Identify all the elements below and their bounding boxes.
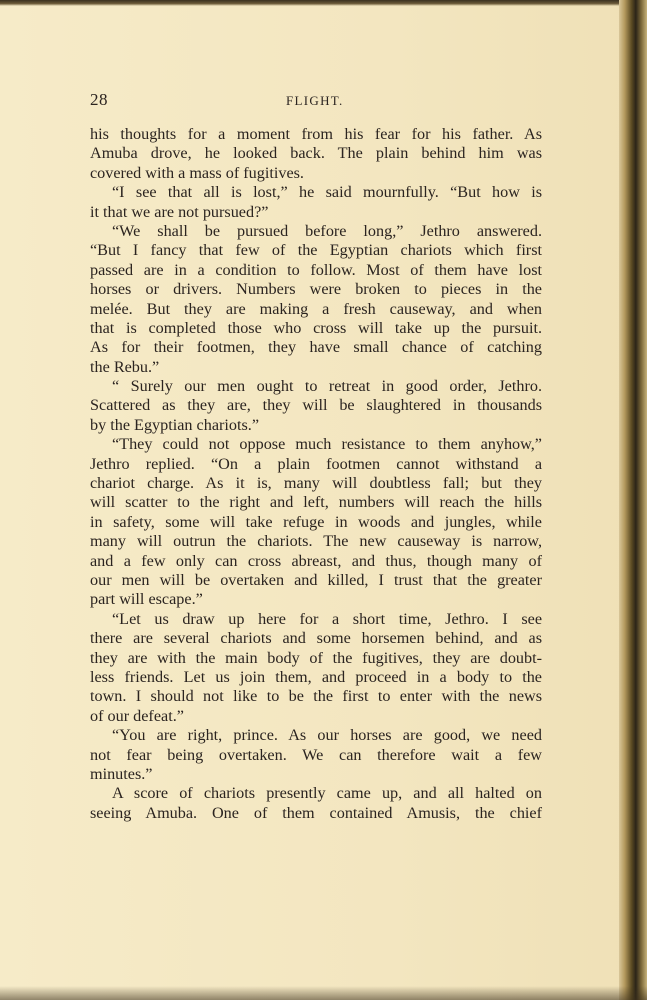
text-line: less friends. Let us join them, and proceed in a body to the: [90, 667, 542, 686]
text-line: in safety, some will take refuge in woods and jungles, while: [90, 512, 542, 531]
text-line: that is completed those who cross will take up the pursuit.: [90, 318, 542, 337]
page-number: 28: [90, 90, 108, 109]
body-text: [90, 125, 542, 823]
text-line: many will outrun the chariots. The new causeway is narrow,: [90, 532, 542, 551]
text-line: they are with the main body of the fugitives, they are doubt-: [90, 648, 542, 667]
text-line: his thoughts for a moment from his fear for his father. As: [90, 125, 542, 143]
text-line: horses or drivers. Numbers were broken to pieces in the: [90, 280, 542, 299]
text-line: the Rebu.”: [90, 357, 160, 376]
text-line: will scatter to the right and left, numbers will reach the hills: [90, 493, 542, 512]
text-line: minutes.”: [90, 764, 153, 783]
text-line: Amuba drove, he looked back. The plain behind him was: [90, 144, 542, 163]
text-line: there are several chariots and some horsemen behind, and as: [90, 629, 542, 648]
text-line: our men will be overtaken and killed, I trust that the greater: [90, 570, 542, 589]
text-line: and a few only can cross abreast, and thus, though many of: [90, 551, 542, 570]
text-line: Scattered as they are, they will be slaughtered in thousands: [90, 396, 542, 415]
text-line: “ Surely our men ought to retreat in good order, Jethro.: [112, 377, 542, 396]
text-line: “But I fancy that few of the Egyptian chariots which first: [90, 241, 542, 260]
text-line: “Let us draw up here for a short time, Jethro. I see: [112, 609, 542, 628]
text-line: passed are in a condition to follow. Most of them have lost: [90, 260, 542, 279]
text-line: of our defeat.”: [90, 706, 184, 725]
book-binding-edge: [619, 0, 647, 1000]
text-line: As for their footmen, they have small chance of catching: [90, 338, 542, 357]
text-line: chariot charge. As it is, many will doubtless fall; but they: [90, 474, 542, 493]
text-line: “I see that all is lost,” he said mournfully. “But how is: [112, 183, 542, 202]
text-line: by the Egyptian chariots.”: [90, 415, 260, 434]
text-line: town. I should not like to be the first to enter with the news: [90, 687, 542, 706]
text-line: seeing Amuba. One of them contained Amusis, the chief: [90, 803, 542, 822]
text-line: melée. But they are making a fresh causeway, and when: [90, 299, 542, 318]
text-line: not fear being overtaken. We can therefore wait a few: [90, 745, 542, 764]
text-line: “We shall be pursued before long,” Jethro answered.: [112, 221, 542, 240]
text-line: part will escape.”: [90, 590, 203, 609]
text-line: Jethro replied. “On a plain footmen cannot withstand a: [90, 454, 542, 473]
page-bottom-shadow: [0, 986, 647, 1000]
running-head: [90, 90, 540, 112]
text-line: A score of chariots presently came up, and all halted on: [112, 784, 542, 803]
text-line: covered with a mass of fugitives.: [90, 163, 304, 182]
text-line: “You are right, prince. As our horses are good, we need: [112, 726, 542, 745]
text-line: it that we are not pursued?”: [90, 202, 269, 221]
text-line: “They could not oppose much resistance to them anyhow,”: [112, 435, 542, 454]
running-title: FLIGHT.: [286, 93, 344, 108]
page-top-edge: [0, 0, 647, 6]
